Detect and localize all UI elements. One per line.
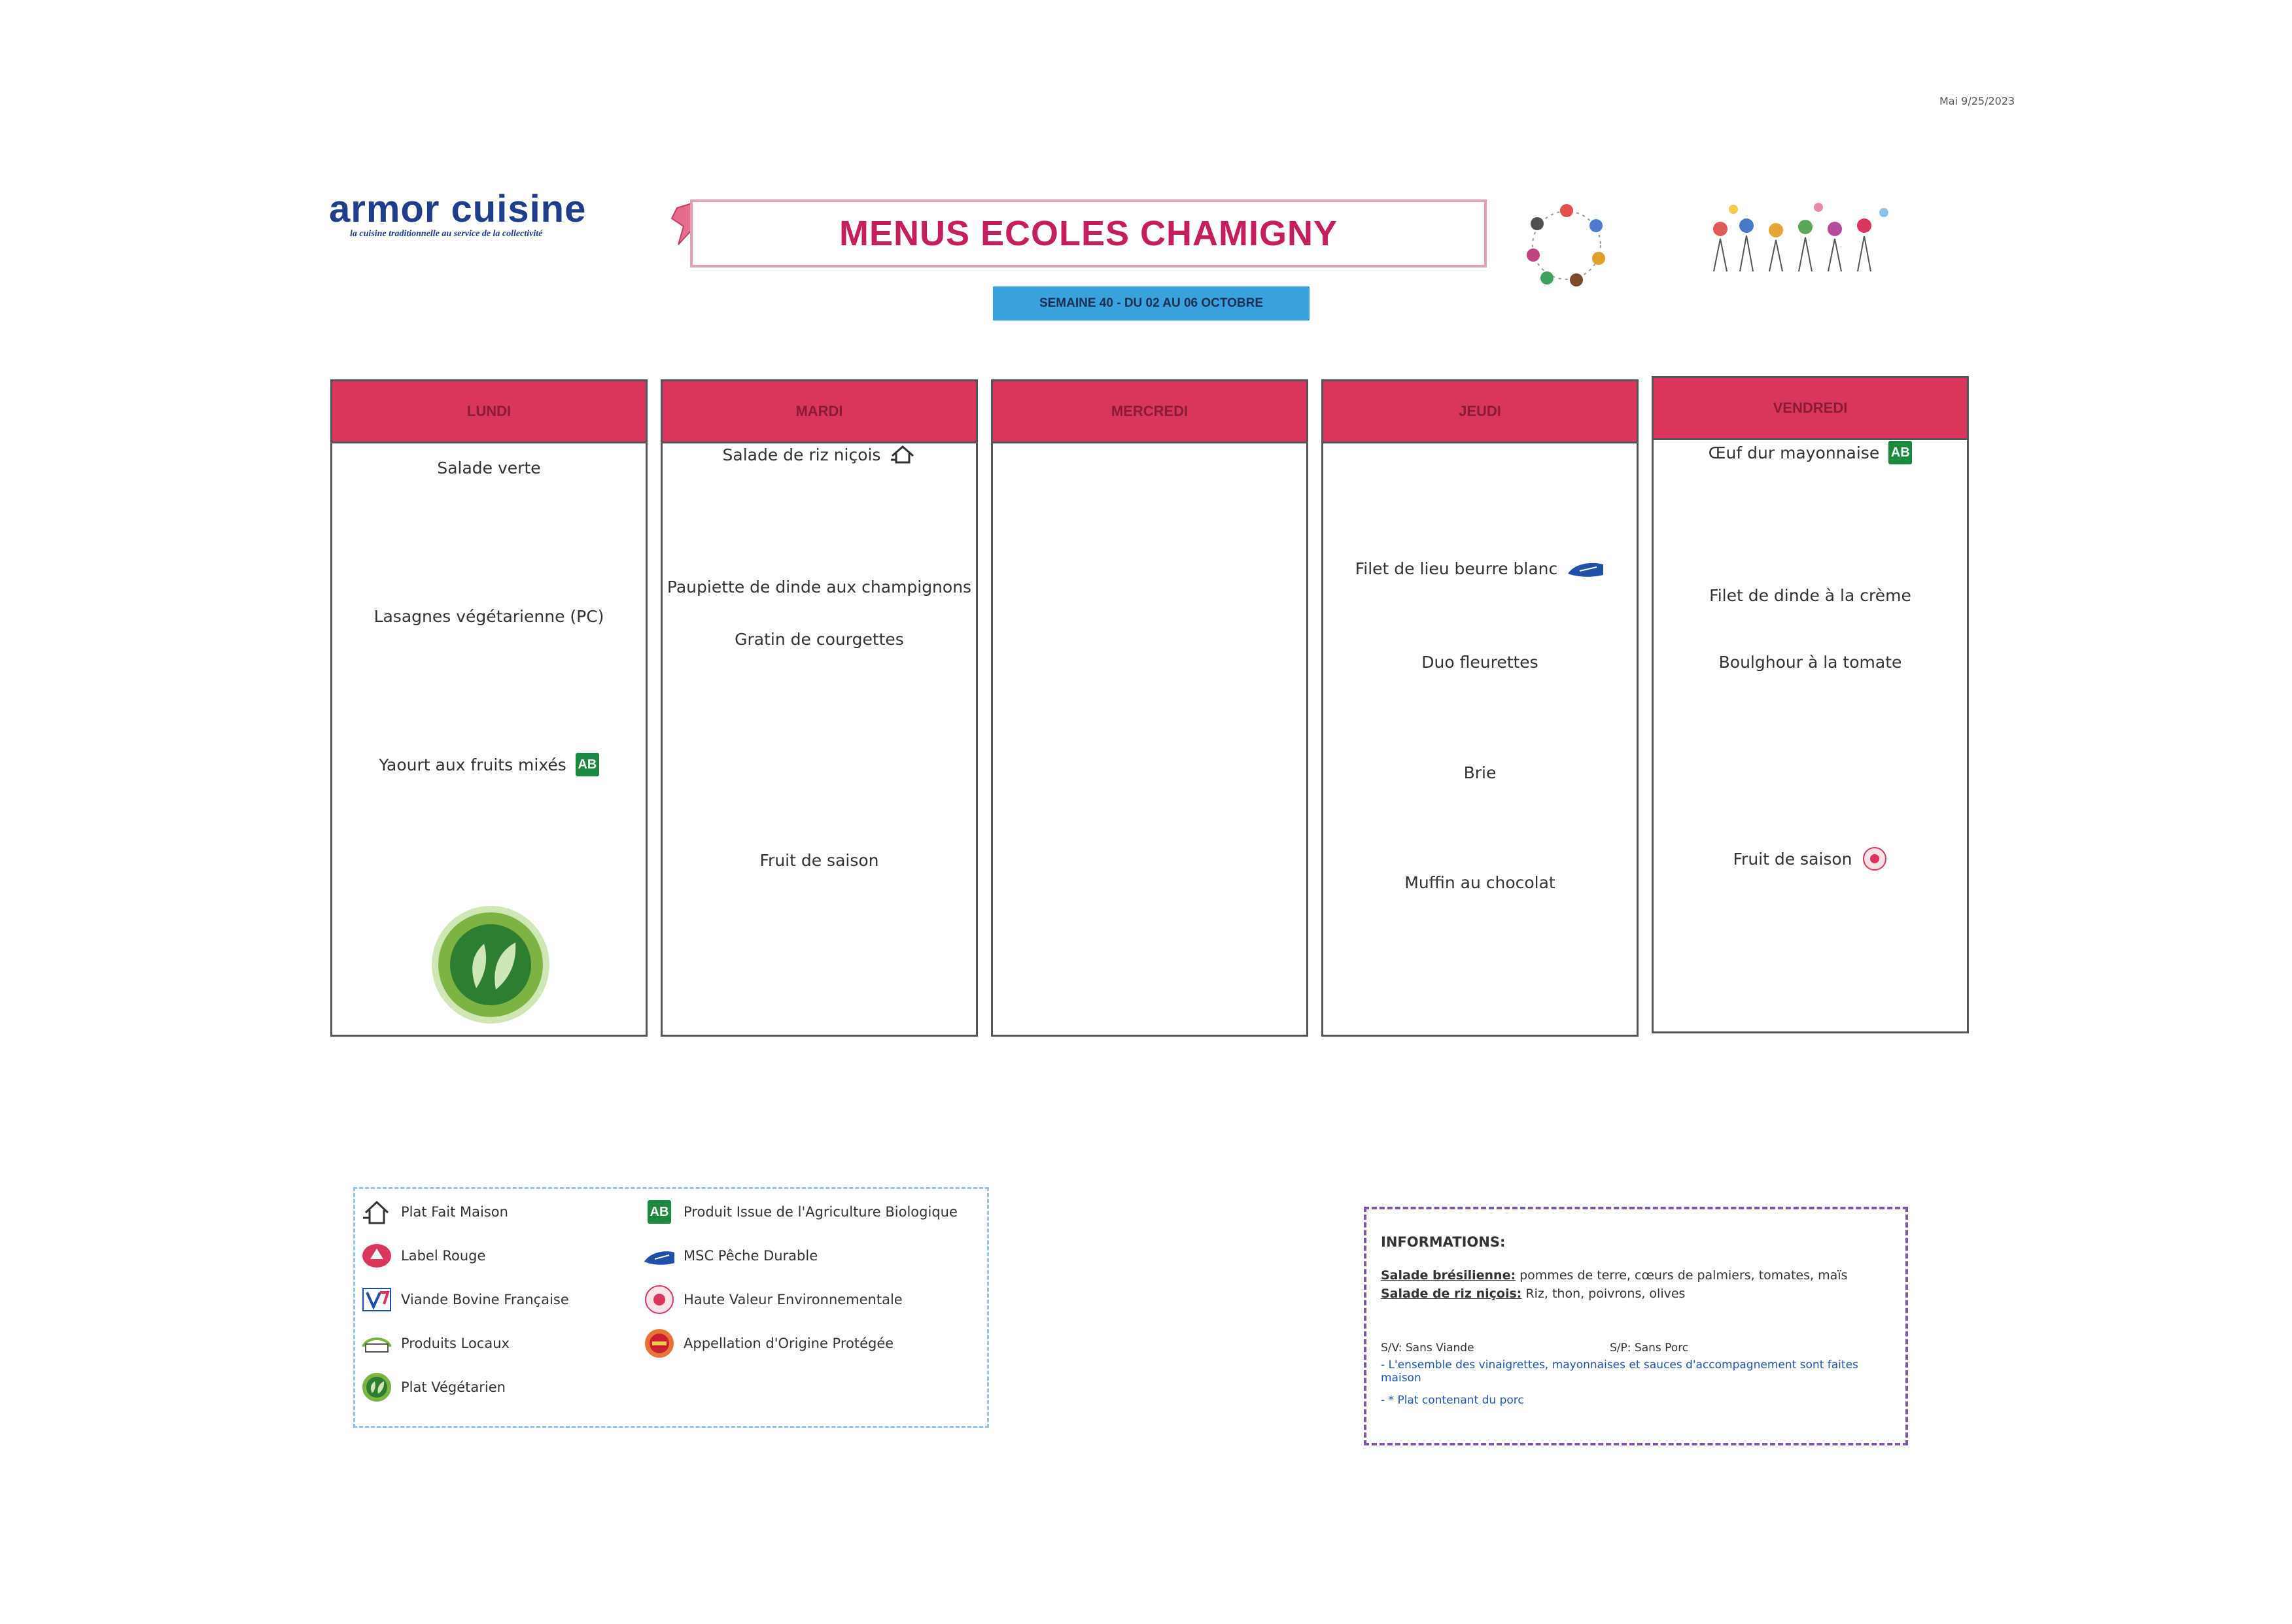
dish-label: Œuf dur mayonnaise xyxy=(1708,443,1880,462)
dish-label: Salade de riz niçois xyxy=(722,445,881,464)
dish xyxy=(663,578,976,596)
legend-item xyxy=(360,1371,506,1404)
legend-item xyxy=(360,1196,508,1228)
dish xyxy=(663,444,976,465)
dish-label: Boulghour à la tomate xyxy=(1718,653,1902,672)
dish-label: Duo fleurettes xyxy=(1421,653,1538,672)
day-header: LUNDI xyxy=(332,381,646,443)
legend-item xyxy=(360,1283,569,1316)
dish xyxy=(332,458,646,477)
bio-icon: AB xyxy=(1888,441,1912,464)
legend-label: Appellation d'Origine Protégée xyxy=(684,1336,894,1351)
dish-label: Paupiette de dinde aux champignons xyxy=(667,578,972,596)
dish-label: Gratin de courgettes xyxy=(735,630,904,649)
legend-label: MSC Pêche Durable xyxy=(684,1248,818,1264)
dish-label: Muffin au chocolat xyxy=(1404,873,1555,892)
date-stamp: Mai 9/25/2023 xyxy=(1939,95,2015,107)
dish xyxy=(663,851,976,870)
day-header: VENDREDI xyxy=(1654,378,1967,440)
info-label: Salade de riz niçois: xyxy=(1381,1287,1522,1301)
children-group-illustration-icon xyxy=(1707,199,1897,275)
dish xyxy=(1654,441,1967,464)
dish xyxy=(1654,586,1967,605)
legend-label: Label Rouge xyxy=(401,1248,486,1264)
legend-label: Plat Végétarien xyxy=(401,1379,506,1395)
legend-item xyxy=(360,1239,485,1272)
dish-label: Lasagnes végétarienne (PC) xyxy=(373,607,604,626)
dish xyxy=(332,753,646,776)
hve-icon xyxy=(1862,846,1888,872)
dish-label: Brie xyxy=(1463,763,1497,782)
dish-label: Salade verte xyxy=(437,458,541,477)
page-title: MENUS ECOLES CHAMIGNY xyxy=(839,214,1338,253)
dish xyxy=(332,607,646,626)
info-text: Riz, thon, poivrons, olives xyxy=(1521,1287,1686,1301)
vegetarian-icon xyxy=(360,1371,393,1404)
legend-label: Haute Valeur Environnementale xyxy=(684,1292,903,1307)
children-circle-illustration-icon xyxy=(1518,196,1616,294)
day-column-lundi xyxy=(330,379,648,1037)
legend-item xyxy=(643,1196,958,1228)
info-sp: S/P: Sans Porc xyxy=(1610,1341,1689,1355)
info-sv: S/V: Sans Viande xyxy=(1381,1341,1474,1355)
day-header: MERCREDI xyxy=(993,381,1306,443)
legend-box xyxy=(353,1187,989,1428)
legend-item xyxy=(643,1239,818,1272)
legend-label: Produit Issue de l'Agriculture Biologique xyxy=(684,1204,958,1220)
info-text: pommes de terre, cœurs de palmiers, tomates, maïs xyxy=(1516,1268,1848,1283)
homemade-icon xyxy=(360,1196,393,1228)
hve-icon xyxy=(643,1283,676,1316)
dish xyxy=(1323,763,1637,782)
day-column-jeudi xyxy=(1321,379,1639,1037)
information-box xyxy=(1364,1207,1908,1445)
logo-name: armor cuisine xyxy=(329,188,587,230)
bio-icon-label: AB xyxy=(648,1200,671,1224)
info-line-salade-riz xyxy=(1381,1287,1891,1301)
msc-icon xyxy=(1567,561,1605,578)
legend-item xyxy=(643,1283,903,1316)
dish-label: Fruit de saison xyxy=(759,851,879,870)
legend-item xyxy=(643,1327,894,1360)
day-column-vendredi xyxy=(1652,376,1969,1033)
dish-label: Filet de lieu beurre blanc xyxy=(1355,559,1558,578)
label-rouge-icon xyxy=(360,1239,393,1272)
info-line-salade-bresilienne xyxy=(1381,1268,1891,1283)
info-note-pork xyxy=(1381,1394,1891,1407)
bio-icon xyxy=(643,1196,676,1228)
day-header: MARDI xyxy=(663,381,976,443)
legend-item xyxy=(360,1327,510,1360)
dish-label: Filet de dinde à la crème xyxy=(1709,586,1911,605)
vegetarian-plate-icon xyxy=(430,905,551,1026)
logo-tagline: la cuisine traditionnelle au service de la collectivité xyxy=(350,229,543,239)
local-products-icon xyxy=(360,1327,393,1360)
info-label: Salade brésilienne: xyxy=(1381,1268,1516,1283)
armor-cuisine-logo xyxy=(329,190,617,239)
day-column-mardi xyxy=(661,379,978,1037)
info-heading: INFORMATIONS: xyxy=(1381,1234,1506,1250)
legend-label: Produits Locaux xyxy=(401,1336,510,1351)
bio-icon: AB xyxy=(576,753,599,776)
vbf-icon xyxy=(360,1283,393,1316)
aop-icon xyxy=(643,1327,676,1360)
legend-label: Plat Fait Maison xyxy=(401,1204,508,1220)
day-header: JEUDI xyxy=(1323,381,1637,443)
dish xyxy=(1323,653,1637,672)
legend-label: Viande Bovine Française xyxy=(401,1292,569,1307)
dish-label: Yaourt aux fruits mixés xyxy=(379,755,566,774)
info-note-prefix: - * xyxy=(1381,1394,1395,1407)
dish-label: Fruit de saison xyxy=(1733,849,1852,869)
dish xyxy=(1323,873,1637,892)
menu-title-box xyxy=(690,199,1487,268)
info-note-text: Plat contenant du porc xyxy=(1397,1394,1524,1407)
dish xyxy=(663,630,976,649)
info-abbreviations xyxy=(1381,1341,1891,1355)
msc-icon xyxy=(643,1239,676,1272)
day-column-mercredi xyxy=(991,379,1308,1037)
homemade-icon xyxy=(890,444,916,465)
dish xyxy=(1654,653,1967,672)
info-note-sauces: - L'ensemble des vinaigrettes, mayonnaises et sauces d'accompagnement sont faites maison xyxy=(1381,1358,1858,1385)
dish xyxy=(1323,559,1637,578)
dish xyxy=(1654,846,1967,872)
week-banner: SEMAINE 40 - DU 02 AU 06 OCTOBRE xyxy=(993,286,1310,320)
